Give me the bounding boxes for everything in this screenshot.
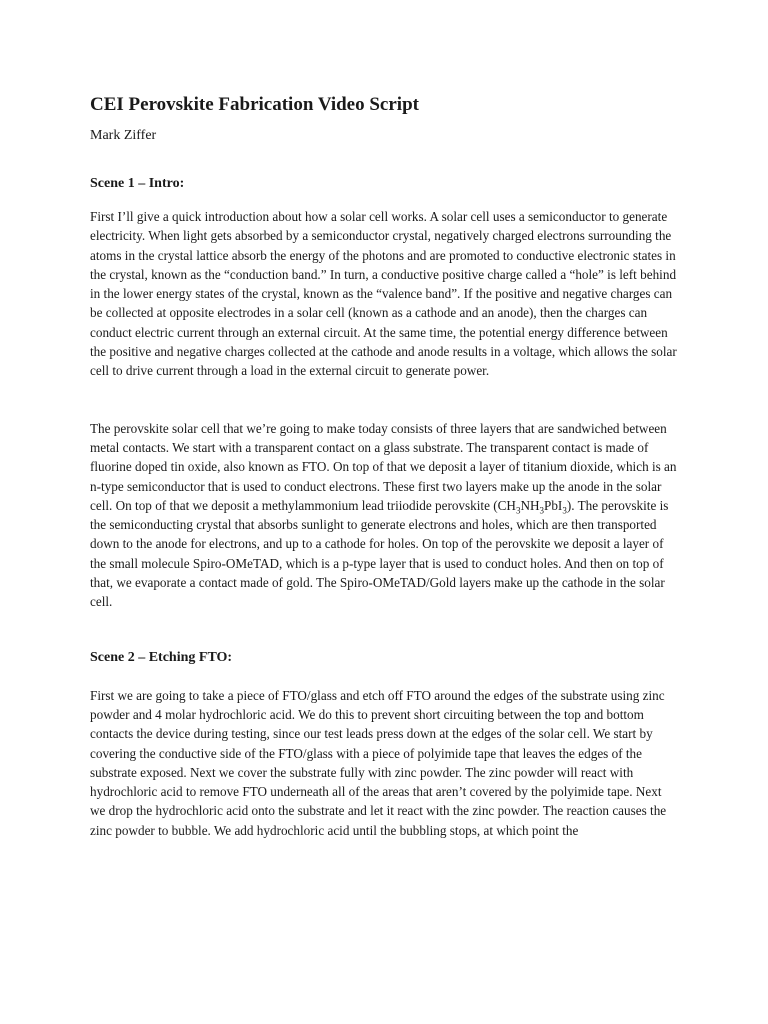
scene1-paragraph-2	[90, 419, 680, 612]
scene1-paragraph-1: First I’ll give a quick introduction about how a solar cell works. A solar cell uses a semiconductor to generate electricity. When light gets absorbed by a semiconductor crystal, negatively charged electrons surrounding the atoms in the crystal lattice absorb the energy of the photons and are promoted to conductive electronic states in the crystal, known as the “conduction band.” In turn, a conductive positive charge called a “hole” is left behind in the lower energy states of the crystal, known as the “valence band”. If the positive and negative charges can be collected at opposite electrodes in a solar cell (known as a cathode and an anode), then the charges can conduct electric current through an external circuit. At the same time, the potential energy difference between the positive and negative charges collected at the cathode and anode results in a voltage, which allows the solar cell to drive current through a load in the external circuit to generate power.	[90, 209, 677, 379]
paragraph-text: ). The perovskite is the semiconducting crystal that absorbs sunlight to generate electrons and holes, which are then transported down to the anode for electrons, and up to a cathode for holes. On top of the perovskite we deposit a layer of the small molecule Spiro-OMeTAD, which is a p-type layer that is used to conduct holes. And then on top of that, we evaporate a contact made of gold. The Spiro-OMeTAD/Gold layers make up the cathode in the solar cell.	[90, 497, 669, 610]
formula-text: NH	[520, 497, 540, 513]
document-title: CEI Perovskite Fabrication Video Script	[90, 94, 419, 115]
paragraph-text: The perovskite solar cell that we’re going to make today consists of three layers that are sandwiched between metal contacts. We start with a transparent contact on a glass substrate. The transparent contact is made of fluorine doped tin oxide, also known as FTO. On top of that we deposit a layer of titanium dioxide, which is an n-type semiconductor that is used to conduct electrons. These first two layers make up the anode in the solar cell. On top of that we deposit a methylammonium lead triiodide perovskite (CH	[90, 420, 677, 513]
formula-text: PbI	[544, 497, 563, 513]
scene2-heading: Scene 2 – Etching FTO:	[90, 649, 233, 665]
document-page	[90, 92, 680, 840]
formula-subscript: 3	[562, 505, 567, 516]
scene2-paragraph-1: First we are going to take a piece of FTO/glass and etch off FTO around the edges of the substrate using zinc powder and 4 molar hydrochloric acid. We do this to prevent short circuiting between the top and bottom contacts the device during testing, since our test leads press down at the edges of the solar cell. We start by covering the conductive side of the FTO/glass with a piece of polyimide tape that leaves the edges of the substrate exposed. Next we cover the substrate fully with zinc powder. The zinc powder will react with hydrochloric acid to remove FTO underneath all of the areas that aren’t covered by the polyimide tape. Next we drop the hydrochloric acid onto the substrate and let it react with the zinc powder. The reaction causes the zinc powder to bubble. We add hydrochloric acid until the bubbling stops, at which point the	[90, 687, 667, 838]
section-spacer	[90, 612, 680, 648]
formula-subscript: 3	[539, 505, 544, 516]
formula-subscript: 3	[515, 505, 521, 516]
author-name: Mark Ziffer	[90, 128, 157, 143]
scene1-heading: Scene 1 – Intro:	[90, 176, 185, 191]
